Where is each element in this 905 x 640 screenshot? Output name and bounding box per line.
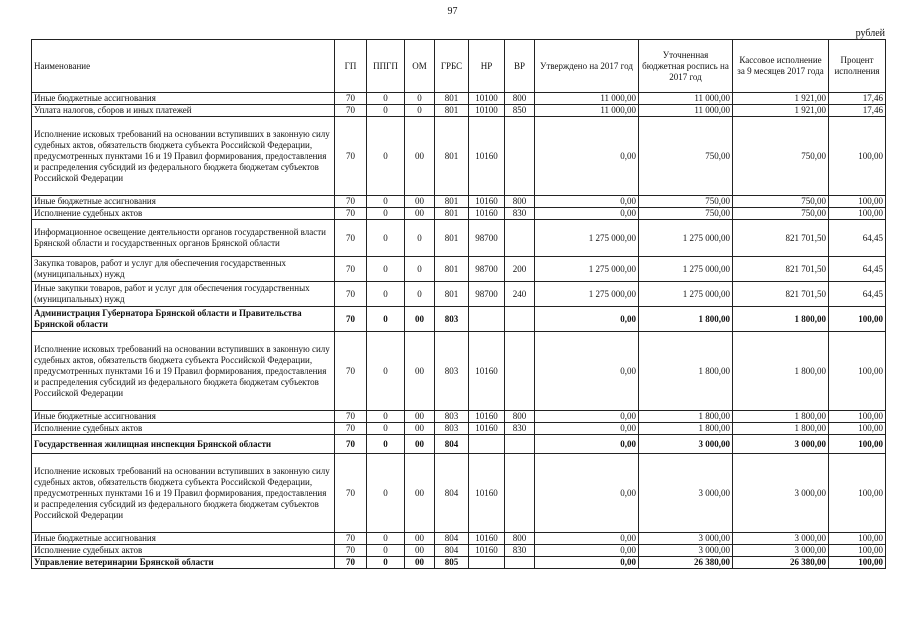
cell-nr: 10160	[469, 545, 505, 557]
cell-om: 0	[405, 257, 435, 282]
cell-gp: 70	[335, 411, 367, 423]
cell-approved: 0,00	[535, 454, 639, 533]
table-row	[32, 435, 886, 454]
cell-name: Иные закупки товаров, работ и услуг для обеспечения государственных (муниципальных) нужд	[32, 282, 335, 307]
cell-grbs: 803	[435, 332, 469, 411]
cell-name: Иные бюджетные ассигнования	[32, 93, 335, 105]
cell-approved: 0,00	[535, 208, 639, 220]
cell-om: 00	[405, 557, 435, 569]
cell-gp: 70	[335, 557, 367, 569]
cell-om: 00	[405, 454, 435, 533]
table-row	[32, 423, 886, 435]
cell-percent: 100,00	[829, 208, 886, 220]
cell-percent: 100,00	[829, 435, 886, 454]
cell-nr: 10160	[469, 533, 505, 545]
table-row	[32, 307, 886, 332]
cell-nr	[469, 557, 505, 569]
cell-gp: 70	[335, 533, 367, 545]
cell-refined: 1 800,00	[639, 411, 733, 423]
cell-percent: 64,45	[829, 282, 886, 307]
cell-approved: 0,00	[535, 332, 639, 411]
cell-approved: 0,00	[535, 307, 639, 332]
cell-ppgp: 0	[367, 307, 405, 332]
table-row	[32, 545, 886, 557]
cell-nr: 10160	[469, 117, 505, 196]
cell-vr	[505, 307, 535, 332]
cell-om: 00	[405, 208, 435, 220]
cell-ppgp: 0	[367, 208, 405, 220]
col-header-executed: Кассовое исполнение за 9 месяцев 2017 года	[733, 40, 829, 93]
cell-ppgp: 0	[367, 117, 405, 196]
cell-gp: 70	[335, 435, 367, 454]
table-row	[32, 411, 886, 423]
table-row	[32, 196, 886, 208]
cell-om: 0	[405, 282, 435, 307]
cell-executed: 26 380,00	[733, 557, 829, 569]
cell-om: 00	[405, 423, 435, 435]
table-row	[32, 105, 886, 117]
cell-ppgp: 0	[367, 545, 405, 557]
cell-gp: 70	[335, 93, 367, 105]
cell-percent: 100,00	[829, 454, 886, 533]
cell-grbs: 804	[435, 454, 469, 533]
cell-grbs: 803	[435, 411, 469, 423]
cell-om: 0	[405, 220, 435, 257]
cell-approved: 0,00	[535, 557, 639, 569]
cell-om: 00	[405, 307, 435, 332]
cell-approved: 0,00	[535, 545, 639, 557]
cell-nr	[469, 307, 505, 332]
col-header-approved: Утверждено на 2017 год	[535, 40, 639, 93]
cell-percent: 100,00	[829, 411, 886, 423]
cell-grbs: 801	[435, 196, 469, 208]
cell-om: 00	[405, 332, 435, 411]
cell-executed: 1 800,00	[733, 332, 829, 411]
cell-ppgp: 0	[367, 282, 405, 307]
cell-nr	[469, 435, 505, 454]
cell-gp: 70	[335, 220, 367, 257]
cell-ppgp: 0	[367, 411, 405, 423]
cell-gp: 70	[335, 332, 367, 411]
cell-refined: 1 800,00	[639, 332, 733, 411]
cell-om: 0	[405, 105, 435, 117]
cell-om: 0	[405, 93, 435, 105]
cell-grbs: 804	[435, 435, 469, 454]
cell-executed: 3 000,00	[733, 454, 829, 533]
cell-name: Иные бюджетные ассигнования	[32, 533, 335, 545]
cell-percent: 100,00	[829, 557, 886, 569]
cell-name: Исполнение исковых требований на основании вступивших в законную силу судебных актов, обязательств бюджета субъекта Российской Федерации, предусмотренных пунктами 16 и 19 Правил формирования, предоставления и распределения субсидий из федерального бюджета бюджетам субъектов Российской Федерации	[32, 454, 335, 533]
cell-gp: 70	[335, 105, 367, 117]
cell-executed: 821 701,50	[733, 220, 829, 257]
cell-om: 00	[405, 435, 435, 454]
cell-ppgp: 0	[367, 196, 405, 208]
cell-executed: 3 000,00	[733, 533, 829, 545]
cell-nr: 10160	[469, 208, 505, 220]
table-row	[32, 282, 886, 307]
cell-percent: 17,46	[829, 105, 886, 117]
cell-nr: 98700	[469, 257, 505, 282]
cell-gp: 70	[335, 454, 367, 533]
cell-vr: 830	[505, 423, 535, 435]
cell-percent: 100,00	[829, 307, 886, 332]
cell-ppgp: 0	[367, 105, 405, 117]
cell-ppgp: 0	[367, 423, 405, 435]
cell-refined: 750,00	[639, 117, 733, 196]
cell-grbs: 803	[435, 307, 469, 332]
cell-percent: 64,45	[829, 257, 886, 282]
cell-refined: 3 000,00	[639, 435, 733, 454]
header-row	[32, 40, 886, 93]
cell-approved: 0,00	[535, 196, 639, 208]
col-header-vr: ВР	[505, 40, 535, 93]
cell-refined: 3 000,00	[639, 533, 733, 545]
table-row	[32, 208, 886, 220]
cell-grbs: 801	[435, 282, 469, 307]
col-header-om: ОМ	[405, 40, 435, 93]
cell-percent: 17,46	[829, 93, 886, 105]
cell-percent: 100,00	[829, 545, 886, 557]
cell-name: Информационное освещение деятельности органов государственной власти Брянской области и государственных органов Брянской области	[32, 220, 335, 257]
cell-om: 00	[405, 545, 435, 557]
cell-vr	[505, 557, 535, 569]
cell-approved: 0,00	[535, 411, 639, 423]
table-row	[32, 332, 886, 411]
cell-executed: 1 800,00	[733, 411, 829, 423]
cell-name: Иные бюджетные ассигнования	[32, 411, 335, 423]
cell-gp: 70	[335, 545, 367, 557]
cell-vr: 800	[505, 196, 535, 208]
cell-gp: 70	[335, 282, 367, 307]
cell-ppgp: 0	[367, 454, 405, 533]
cell-refined: 1 275 000,00	[639, 282, 733, 307]
cell-name: Уплата налогов, сборов и иных платежей	[32, 105, 335, 117]
cell-percent: 100,00	[829, 533, 886, 545]
cell-vr: 800	[505, 411, 535, 423]
col-header-nr: НР	[469, 40, 505, 93]
cell-nr: 10100	[469, 93, 505, 105]
cell-executed: 821 701,50	[733, 257, 829, 282]
col-header-percent: Процент исполнения	[829, 40, 886, 93]
cell-ppgp: 0	[367, 557, 405, 569]
cell-gp: 70	[335, 423, 367, 435]
cell-om: 00	[405, 533, 435, 545]
cell-approved: 1 275 000,00	[535, 282, 639, 307]
cell-nr: 10100	[469, 105, 505, 117]
cell-grbs: 801	[435, 220, 469, 257]
cell-ppgp: 0	[367, 93, 405, 105]
cell-approved: 1 275 000,00	[535, 220, 639, 257]
cell-approved: 0,00	[535, 423, 639, 435]
table-row	[32, 454, 886, 533]
cell-percent: 100,00	[829, 117, 886, 196]
cell-name: Администрация Губернатора Брянской области и Правительства Брянской области	[32, 307, 335, 332]
col-header-grbs: ГРБС	[435, 40, 469, 93]
cell-gp: 70	[335, 307, 367, 332]
units-label: рублей	[855, 28, 885, 39]
cell-ppgp: 0	[367, 533, 405, 545]
cell-nr: 10160	[469, 332, 505, 411]
cell-om: 00	[405, 117, 435, 196]
cell-approved: 0,00	[535, 533, 639, 545]
cell-grbs: 803	[435, 423, 469, 435]
cell-refined: 1 800,00	[639, 423, 733, 435]
cell-executed: 1 800,00	[733, 423, 829, 435]
cell-approved: 11 000,00	[535, 93, 639, 105]
cell-vr	[505, 454, 535, 533]
cell-refined: 3 000,00	[639, 545, 733, 557]
cell-om: 00	[405, 196, 435, 208]
page-number: 97	[447, 6, 458, 17]
cell-ppgp: 0	[367, 220, 405, 257]
cell-grbs: 804	[435, 545, 469, 557]
cell-refined: 1 275 000,00	[639, 220, 733, 257]
cell-gp: 70	[335, 208, 367, 220]
cell-vr	[505, 332, 535, 411]
cell-percent: 100,00	[829, 423, 886, 435]
cell-nr: 98700	[469, 282, 505, 307]
cell-refined: 26 380,00	[639, 557, 733, 569]
cell-executed: 750,00	[733, 208, 829, 220]
cell-executed: 821 701,50	[733, 282, 829, 307]
cell-executed: 1 921,00	[733, 93, 829, 105]
cell-grbs: 801	[435, 208, 469, 220]
cell-vr: 850	[505, 105, 535, 117]
table-row	[32, 117, 886, 196]
table-row	[32, 220, 886, 257]
cell-grbs: 801	[435, 117, 469, 196]
cell-name: Государственная жилищная инспекция Брянской области	[32, 435, 335, 454]
cell-vr: 240	[505, 282, 535, 307]
cell-approved: 11 000,00	[535, 105, 639, 117]
cell-vr	[505, 117, 535, 196]
cell-nr: 10160	[469, 423, 505, 435]
table-row	[32, 533, 886, 545]
cell-executed: 3 000,00	[733, 545, 829, 557]
cell-percent: 64,45	[829, 220, 886, 257]
cell-refined: 750,00	[639, 208, 733, 220]
cell-vr: 830	[505, 208, 535, 220]
cell-refined: 1 275 000,00	[639, 257, 733, 282]
cell-nr: 10160	[469, 454, 505, 533]
cell-grbs: 801	[435, 105, 469, 117]
table-row	[32, 557, 886, 569]
cell-refined: 11 000,00	[639, 105, 733, 117]
cell-percent: 100,00	[829, 196, 886, 208]
cell-approved: 0,00	[535, 435, 639, 454]
cell-nr: 10160	[469, 411, 505, 423]
cell-approved: 1 275 000,00	[535, 257, 639, 282]
budget-table	[31, 39, 886, 569]
cell-name: Исполнение судебных актов	[32, 423, 335, 435]
cell-grbs: 805	[435, 557, 469, 569]
cell-executed: 750,00	[733, 117, 829, 196]
cell-grbs: 801	[435, 93, 469, 105]
cell-name: Исполнение исковых требований на основании вступивших в законную силу судебных актов, обязательств бюджета субъекта Российской Федерации, предусмотренных пунктами 16 и 19 Правил формирования, предоставления и распределения субсидий из федерального бюджета бюджетам субъектов Российской Федерации	[32, 332, 335, 411]
cell-name: Управление ветеринарии Брянской области	[32, 557, 335, 569]
cell-vr: 200	[505, 257, 535, 282]
cell-ppgp: 0	[367, 257, 405, 282]
col-header-refined: Уточненная бюджетная роспись на 2017 год	[639, 40, 733, 93]
cell-name: Закупка товаров, работ и услуг для обеспечения государственных (муниципальных) нужд	[32, 257, 335, 282]
cell-vr: 830	[505, 545, 535, 557]
cell-percent: 100,00	[829, 332, 886, 411]
col-header-name: Наименование	[32, 40, 335, 93]
col-header-gp: ГП	[335, 40, 367, 93]
cell-name: Иные бюджетные ассигнования	[32, 196, 335, 208]
cell-vr: 800	[505, 533, 535, 545]
cell-approved: 0,00	[535, 117, 639, 196]
cell-name: Исполнение судебных актов	[32, 208, 335, 220]
cell-executed: 1 800,00	[733, 307, 829, 332]
cell-nr: 98700	[469, 220, 505, 257]
cell-refined: 3 000,00	[639, 454, 733, 533]
cell-gp: 70	[335, 257, 367, 282]
cell-executed: 750,00	[733, 196, 829, 208]
cell-executed: 3 000,00	[733, 435, 829, 454]
table-body	[32, 93, 886, 569]
cell-vr: 800	[505, 93, 535, 105]
cell-grbs: 804	[435, 533, 469, 545]
cell-om: 00	[405, 411, 435, 423]
cell-grbs: 801	[435, 257, 469, 282]
cell-name: Исполнение исковых требований на основании вступивших в законную силу судебных актов, обязательств бюджета субъекта Российской Федерации, предусмотренных пунктами 16 и 19 Правил формирования, предоставления и распределения субсидий из федерального бюджета бюджетам субъектов Российской Федерации	[32, 117, 335, 196]
col-header-ppgp: ППГП	[367, 40, 405, 93]
cell-refined: 11 000,00	[639, 93, 733, 105]
cell-name: Исполнение судебных актов	[32, 545, 335, 557]
cell-refined: 1 800,00	[639, 307, 733, 332]
cell-gp: 70	[335, 196, 367, 208]
cell-gp: 70	[335, 117, 367, 196]
cell-executed: 1 921,00	[733, 105, 829, 117]
cell-nr: 10160	[469, 196, 505, 208]
cell-refined: 750,00	[639, 196, 733, 208]
cell-vr	[505, 435, 535, 454]
table-row	[32, 257, 886, 282]
cell-vr	[505, 220, 535, 257]
cell-ppgp: 0	[367, 435, 405, 454]
cell-ppgp: 0	[367, 332, 405, 411]
table-row	[32, 93, 886, 105]
